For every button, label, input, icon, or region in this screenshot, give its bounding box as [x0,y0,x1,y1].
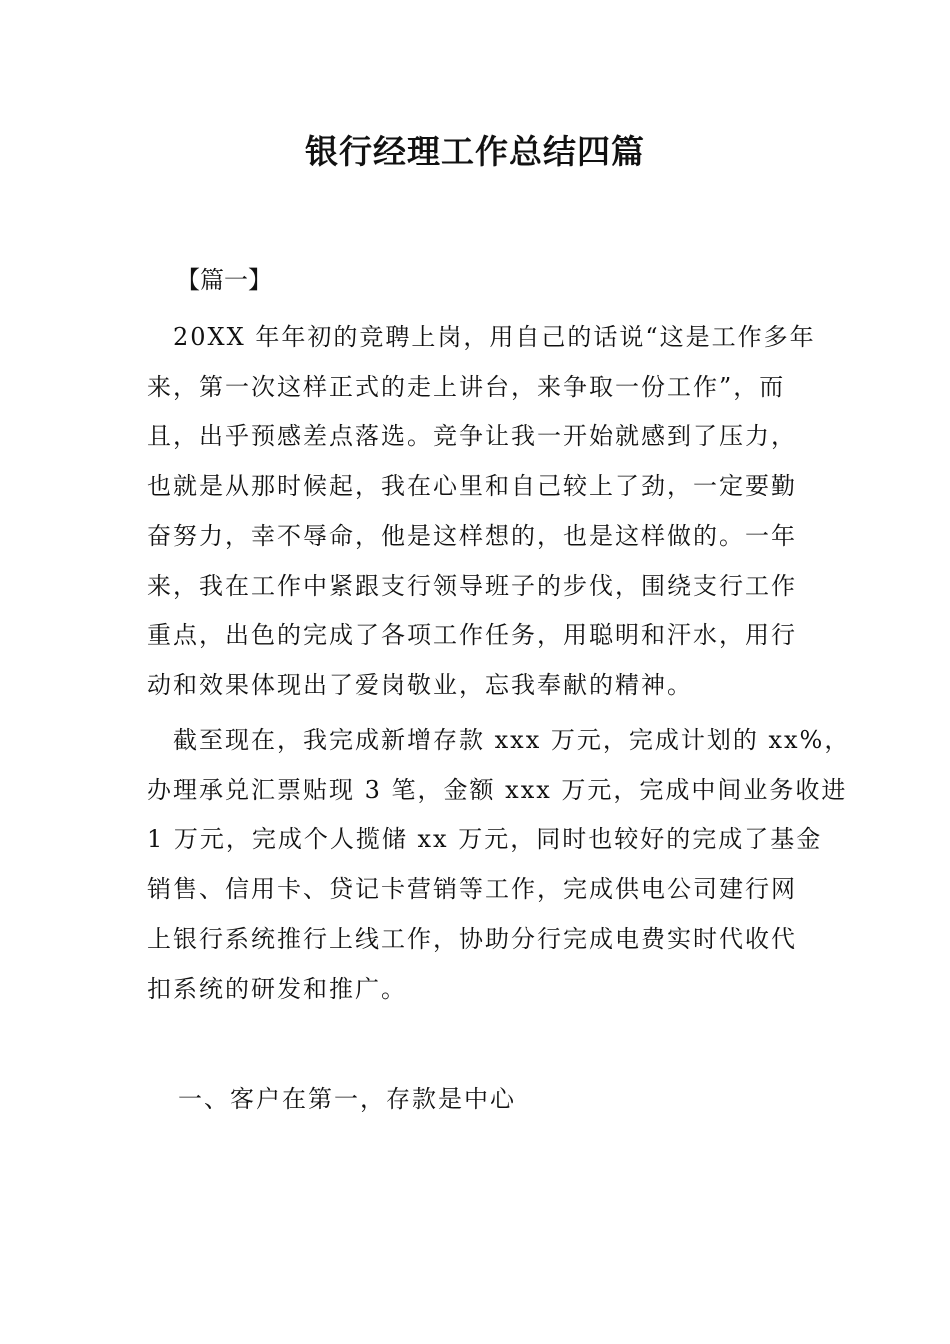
paragraph-2 [147,716,851,1014]
paragraph-line: 动和效果体现出了爱岗敬业，忘我奉献的精神。 [147,670,693,699]
paragraph-line: 上银行系统推行上线工作，协助分行完成电费实时代收代 [147,924,797,953]
paragraph-line: 且，出乎预感差点落选。竞争让我一开始就感到了压力， [147,422,797,451]
paragraph-line: 来，第一次这样正式的走上讲台，来争取一份工作”，而 [147,372,786,401]
paragraph-line: 也就是从那时候起，我在心里和自己较上了劲，一定要勤 [147,472,797,501]
paragraph-line: 20XX 年年初的竞聘上岗，用自己的话说“这是工作多年 [147,323,816,351]
paragraph-line: 办理承兑汇票贴现 3 笔，金额 xxx 万元，完成中间业务收进 [147,775,848,804]
paragraph-line: 奋努力，幸不辱命，他是这样想的，也是这样做的。一年 [147,521,797,550]
paragraph-1 [147,313,816,711]
paragraph-line: 扣系统的研发和推广。 [147,974,407,1003]
section-label: 【篇一】 [176,266,272,294]
paragraph-line: 截至现在，我完成新增存款 xxx 万元，完成计划的 xx%， [147,726,851,754]
paragraph-line: 销售、信用卡、贷记卡营销等工作，完成供电公司建行网 [147,875,797,904]
paragraph-line: 1 万元，完成个人揽储 xx 万元，同时也较好的完成了基金 [147,825,823,854]
paragraph-line: 重点，出色的完成了各项工作任务，用聪明和汗水，用行 [147,621,797,650]
paragraph-line: 来，我在工作中紧跟支行领导班子的步伐，围绕支行工作 [147,571,797,600]
section-heading: 一、客户在第一，存款是中心 [178,1085,516,1113]
document-title: 银行经理工作总结四篇 [305,132,645,171]
